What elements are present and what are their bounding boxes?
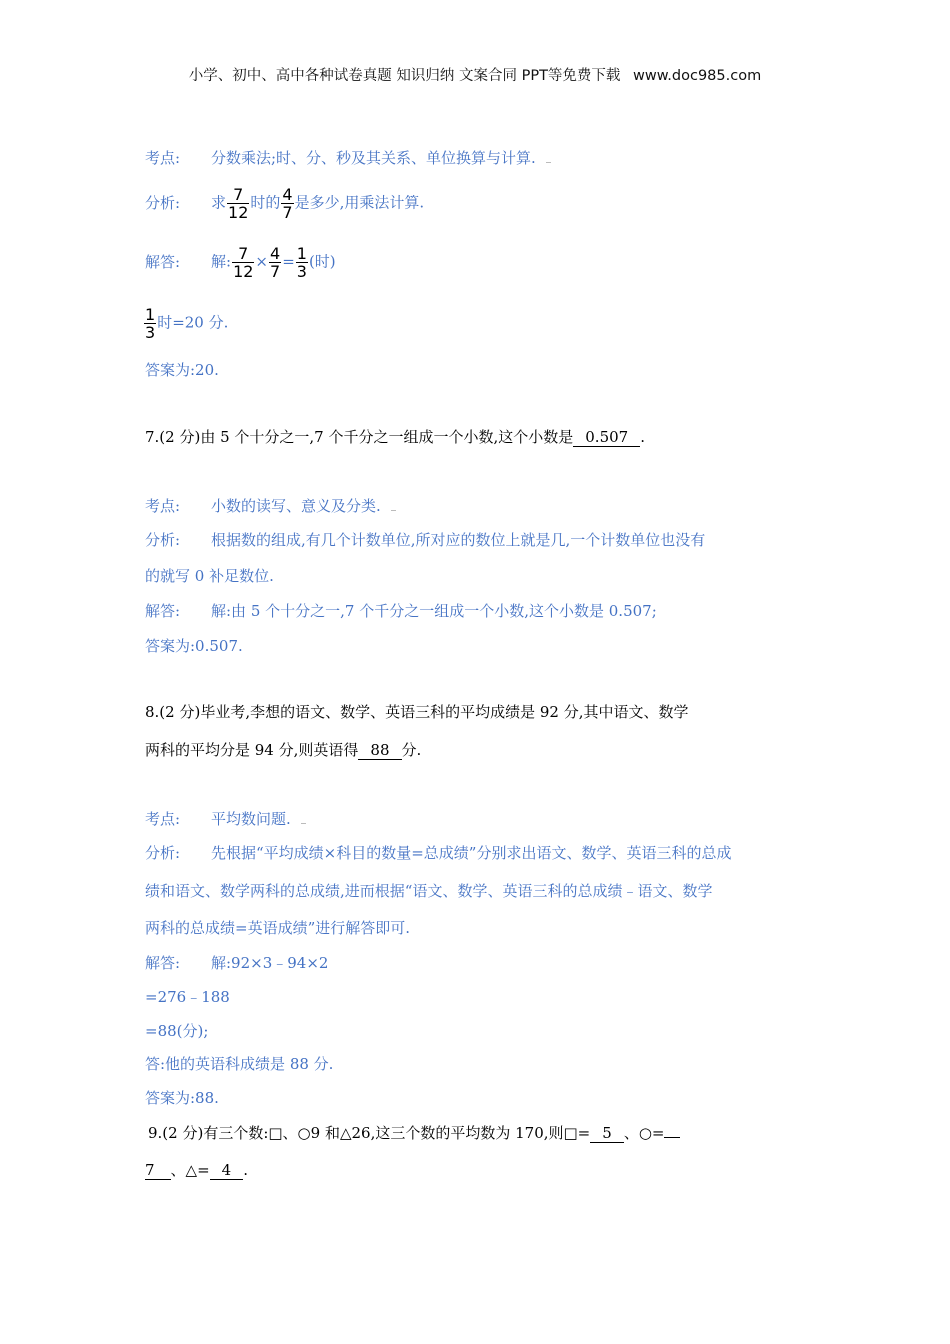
answer-blank-circle: 7 xyxy=(145,1161,171,1180)
q6-kaodian xyxy=(145,148,551,168)
fraction-numerator: 7 xyxy=(232,245,254,263)
fenxi-text: 先根据“平均成绩×科目的数量=总成绩”分别求出语文、数学、英语三科的总成 xyxy=(211,844,732,862)
fraction xyxy=(144,306,156,341)
step-text: 时=20 分. xyxy=(157,313,229,332)
question-text: 7.(2 分)由 5 个十分之一,7 个千分之一组成一个小数,这个小数是 xyxy=(145,428,574,446)
fraction xyxy=(232,245,254,280)
fraction xyxy=(281,186,293,221)
equals-sign: = xyxy=(282,252,295,271)
fraction-denominator: 12 xyxy=(228,203,249,222)
fraction-numerator: 1 xyxy=(296,244,307,263)
jieda-text: 解:92×3﹣94×2 xyxy=(211,954,329,972)
jieda-pre: 解: xyxy=(211,252,232,271)
kaodian-text: 小数的读写、意义及分类. xyxy=(211,497,381,515)
fraction-numerator: 7 xyxy=(227,186,249,204)
q8-conclusion: 答:他的英语科成绩是 88 分. xyxy=(145,1055,334,1073)
edit-mark xyxy=(301,817,306,824)
edit-mark xyxy=(546,156,551,163)
header-url[interactable]: www.doc985.com xyxy=(633,68,762,84)
fraction xyxy=(227,186,249,221)
question-text: 两科的平均分是 94 分,则英语得 xyxy=(145,741,359,759)
q6-fenxi xyxy=(145,186,424,221)
answer-blank-triangle: 4 xyxy=(210,1161,244,1180)
q7-question xyxy=(145,427,645,447)
q6-step xyxy=(143,306,228,341)
jieda-unit: (时) xyxy=(308,252,336,271)
fraction-denominator: 12 xyxy=(233,262,254,281)
jieda-text: 解:由 5 个十分之一,7 个千分之一组成一个小数,这个小数是 0.507; xyxy=(211,602,657,620)
jieda-label: 解答: xyxy=(145,954,181,972)
fraction-denominator: 7 xyxy=(282,203,293,222)
kaodian-label: 考点: xyxy=(145,497,181,515)
fraction-denominator: 3 xyxy=(296,262,307,281)
fenxi-mid: 时的 xyxy=(250,193,281,212)
question-text: 9.(2 分)有三个数:□、○9 和△26,这三个数的平均数为 170,则□= xyxy=(148,1124,591,1142)
answer-blank-square: 5 xyxy=(590,1124,624,1143)
jieda-label: 解答: xyxy=(145,252,181,271)
times-sign: × xyxy=(255,252,268,271)
q8-answer: 答案为:88. xyxy=(145,1089,219,1107)
q8-step: =88(分); xyxy=(145,1022,209,1040)
q6-jieda xyxy=(145,245,336,280)
q9-question-cont xyxy=(145,1160,248,1180)
q8-question-cont xyxy=(145,740,421,760)
q6-answer: 答案为:20. xyxy=(145,361,219,379)
kaodian-text: 分数乘法;时、分、秒及其关系、单位换算与计算. xyxy=(211,149,536,167)
fenxi-label: 分析: xyxy=(145,531,181,549)
q8-fenxi-cont: 绩和语文、数学两科的总成绩,进而根据“语文、数学、英语三科的总成绩﹣语文、数学 xyxy=(145,882,713,900)
q8-step: =276﹣188 xyxy=(145,988,230,1006)
q8-kaodian xyxy=(145,809,306,829)
q7-kaodian xyxy=(145,496,396,516)
fenxi-pre: 求 xyxy=(211,193,227,212)
page-header xyxy=(0,64,950,85)
q7-fenxi xyxy=(145,530,705,550)
fenxi-label: 分析: xyxy=(145,844,181,862)
answer-blank: 88 xyxy=(358,741,401,760)
jieda-label: 解答: xyxy=(145,602,181,620)
q8-question: 8.(2 分)毕业考,李想的语文、数学、英语三科的平均成绩是 92 分,其中语文、数学 xyxy=(145,703,689,721)
question-end: . xyxy=(243,1161,248,1179)
fenxi-text: 根据数的组成,有几个计数单位,所对应的数位上就是几,一个计数单位也没有 xyxy=(211,531,706,549)
fraction-numerator: 1 xyxy=(145,305,156,324)
q8-fenxi-cont: 两科的总成绩=英语成绩”进行解答即可. xyxy=(145,919,411,937)
fraction-numerator: 4 xyxy=(270,244,281,263)
kaodian-label: 考点: xyxy=(145,810,181,828)
fraction-numerator: 4 xyxy=(282,185,293,204)
fraction xyxy=(269,245,281,280)
q7-fenxi-cont: 的就写 0 补足数位. xyxy=(145,567,274,585)
question-sep: 、△= xyxy=(170,1161,210,1179)
answer-blank-circle-start xyxy=(664,1123,680,1138)
fenxi-post: 是多少,用乘法计算. xyxy=(294,193,425,212)
kaodian-text: 平均数问题. xyxy=(211,810,291,828)
kaodian-label: 考点: xyxy=(145,149,181,167)
question-end: . xyxy=(640,428,645,446)
fenxi-label: 分析: xyxy=(145,193,181,212)
answer-blank: 0.507 xyxy=(573,428,640,447)
q8-fenxi xyxy=(145,843,731,863)
fraction-denominator: 7 xyxy=(270,262,281,281)
header-text: 小学、初中、高中各种试卷真题 知识归纳 文案合同 PPT等免费下载 xyxy=(188,68,621,84)
fraction xyxy=(296,245,308,280)
fraction-denominator: 3 xyxy=(145,323,156,342)
q7-answer: 答案为:0.507. xyxy=(145,637,243,655)
q7-jieda xyxy=(145,601,657,621)
question-end: 分. xyxy=(401,741,422,759)
question-sep: 、○= xyxy=(623,1124,665,1142)
q9-question xyxy=(148,1123,680,1143)
q8-jieda xyxy=(145,953,328,973)
edit-mark xyxy=(391,504,396,511)
